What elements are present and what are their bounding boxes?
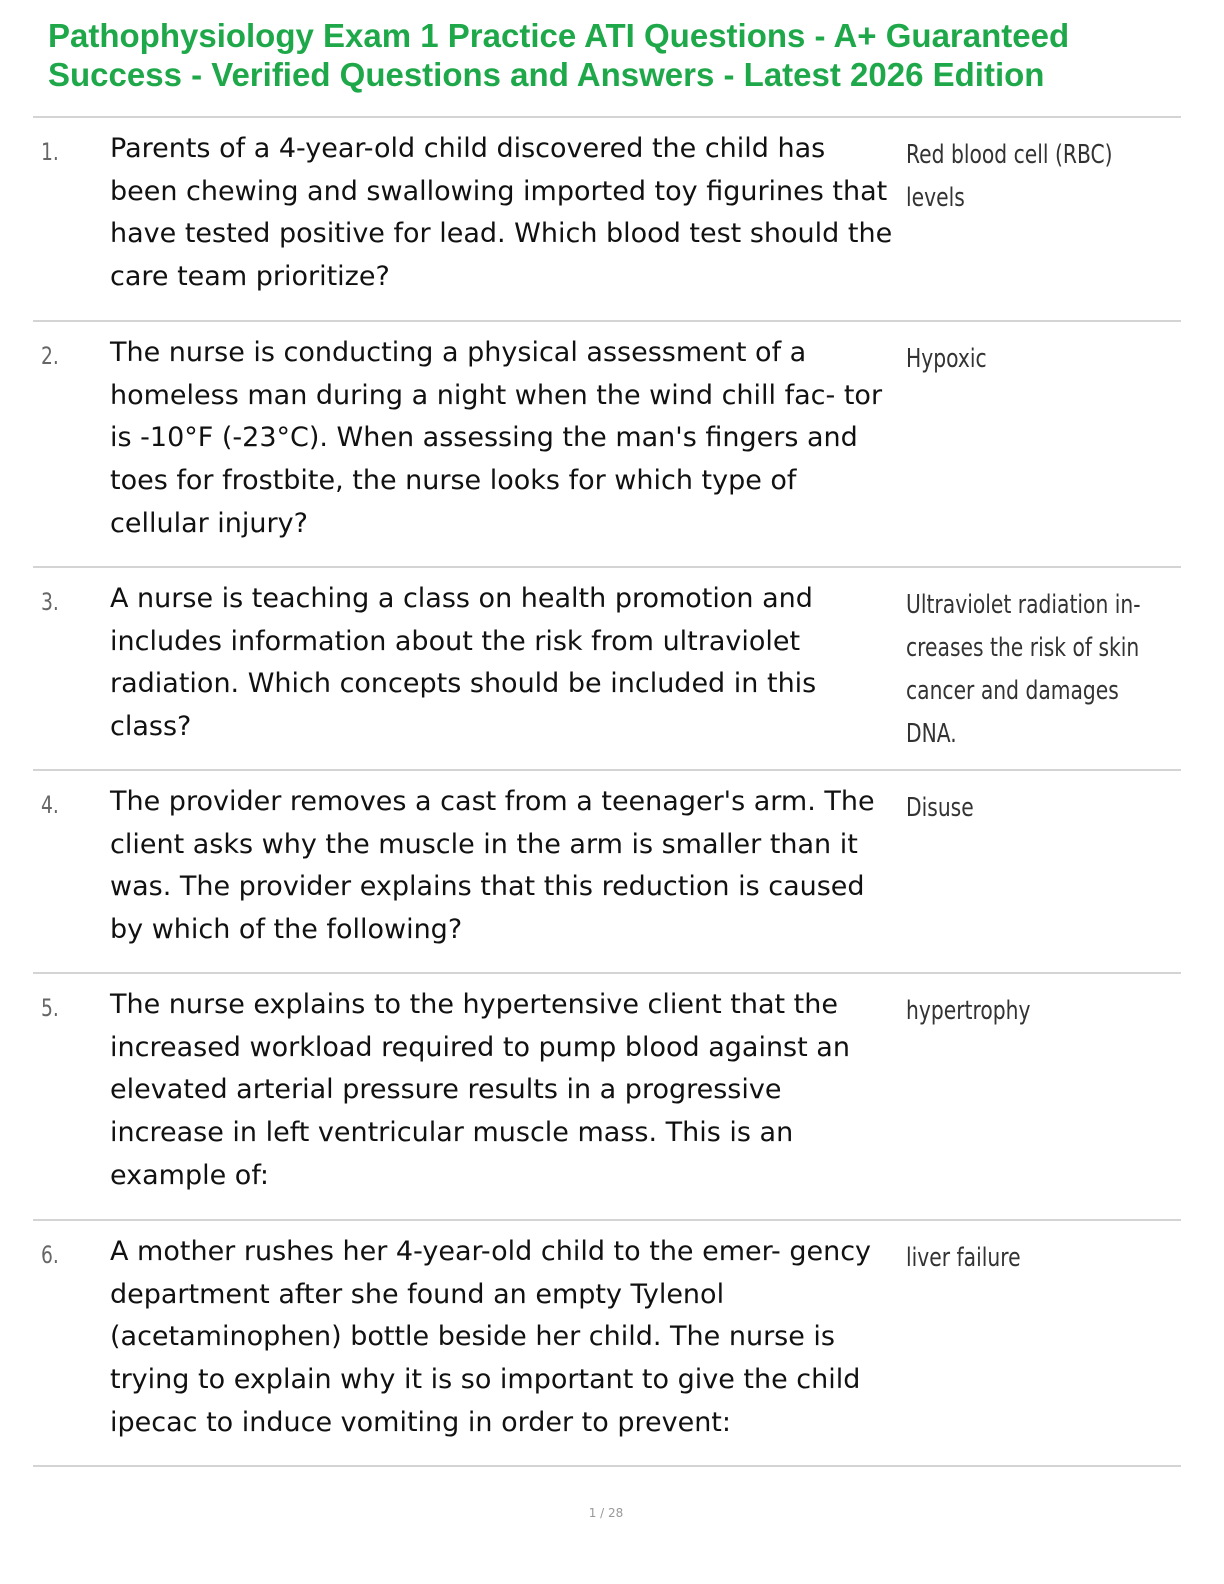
question-number: 6. (41, 1241, 59, 1269)
answer-text: Disuse (906, 793, 974, 823)
answer-text: liver failure (906, 1243, 1021, 1273)
qa-item-2 (33, 322, 1181, 568)
answer-text: Ultraviolet radiation in- creases the risk of skin cancer and damages DNA. (906, 590, 1141, 749)
question-text: The nurse explains to the hypertensive client that the increased workload required to pump blood against an elevated arterial pressure results in a progressive increase in left ventricular muscle mass. This is an example of: (110, 989, 850, 1191)
answer-text: hypertrophy (906, 996, 1031, 1026)
question-text: A mother rushes her 4-year-old child to the emer- gency department after she found an empty Tylenol (acetaminophen) bottle beside her child. The nurse is trying to explain why it is so important to give the child ipecac to induce vomiting in order to prevent: (110, 1236, 872, 1438)
question-answer-list (33, 118, 1181, 1467)
question-number: 5. (41, 994, 59, 1022)
question-text: A nurse is teaching a class on health promotion and includes information about the risk from ultraviolet radiation. Which concepts should be included in this class? (110, 583, 817, 743)
question-number: 4. (41, 791, 59, 819)
qa-item-4 (33, 771, 1181, 974)
document-title-line-1: Pathophysiology Exam 1 Practice ATI Questions - A+ Guaranteed (48, 17, 1070, 54)
question-number: 1. (41, 138, 59, 166)
question-number: 3. (41, 588, 59, 616)
qa-item-3 (33, 568, 1181, 771)
question-text: Parents of a 4-year-old child discovered the child has been chewing and swallowing imported toy figurines that have tested positive for lead. Which blood test should the care team prioritize? (110, 133, 893, 293)
qa-item-5 (33, 974, 1181, 1221)
page-number: 1 / 28 (588, 1506, 624, 1520)
question-text: The nurse is conducting a physical assessment of a homeless man during a night when the wind chill fac- tor is -10°F (-23°C). When assessing the man's fingers and toes for frostbite, the nurse looks for which type of cellular injury? (110, 337, 883, 539)
answer-text: Hypoxic (906, 344, 987, 374)
question-text: The provider removes a cast from a teenager's arm. The client asks why the muscle in the arm is smaller than it was. The provider explains that this reduction is caused by which of the following? (110, 786, 875, 946)
answer-text: Red blood cell (RBC) levels (906, 140, 1113, 213)
question-number: 2. (41, 342, 59, 370)
document-title (48, 16, 1188, 94)
qa-item-1 (33, 118, 1181, 322)
document-title-line-2: Success - Verified Questions and Answers - Latest 2026 Edition (48, 56, 1045, 93)
qa-item-6 (33, 1221, 1181, 1467)
